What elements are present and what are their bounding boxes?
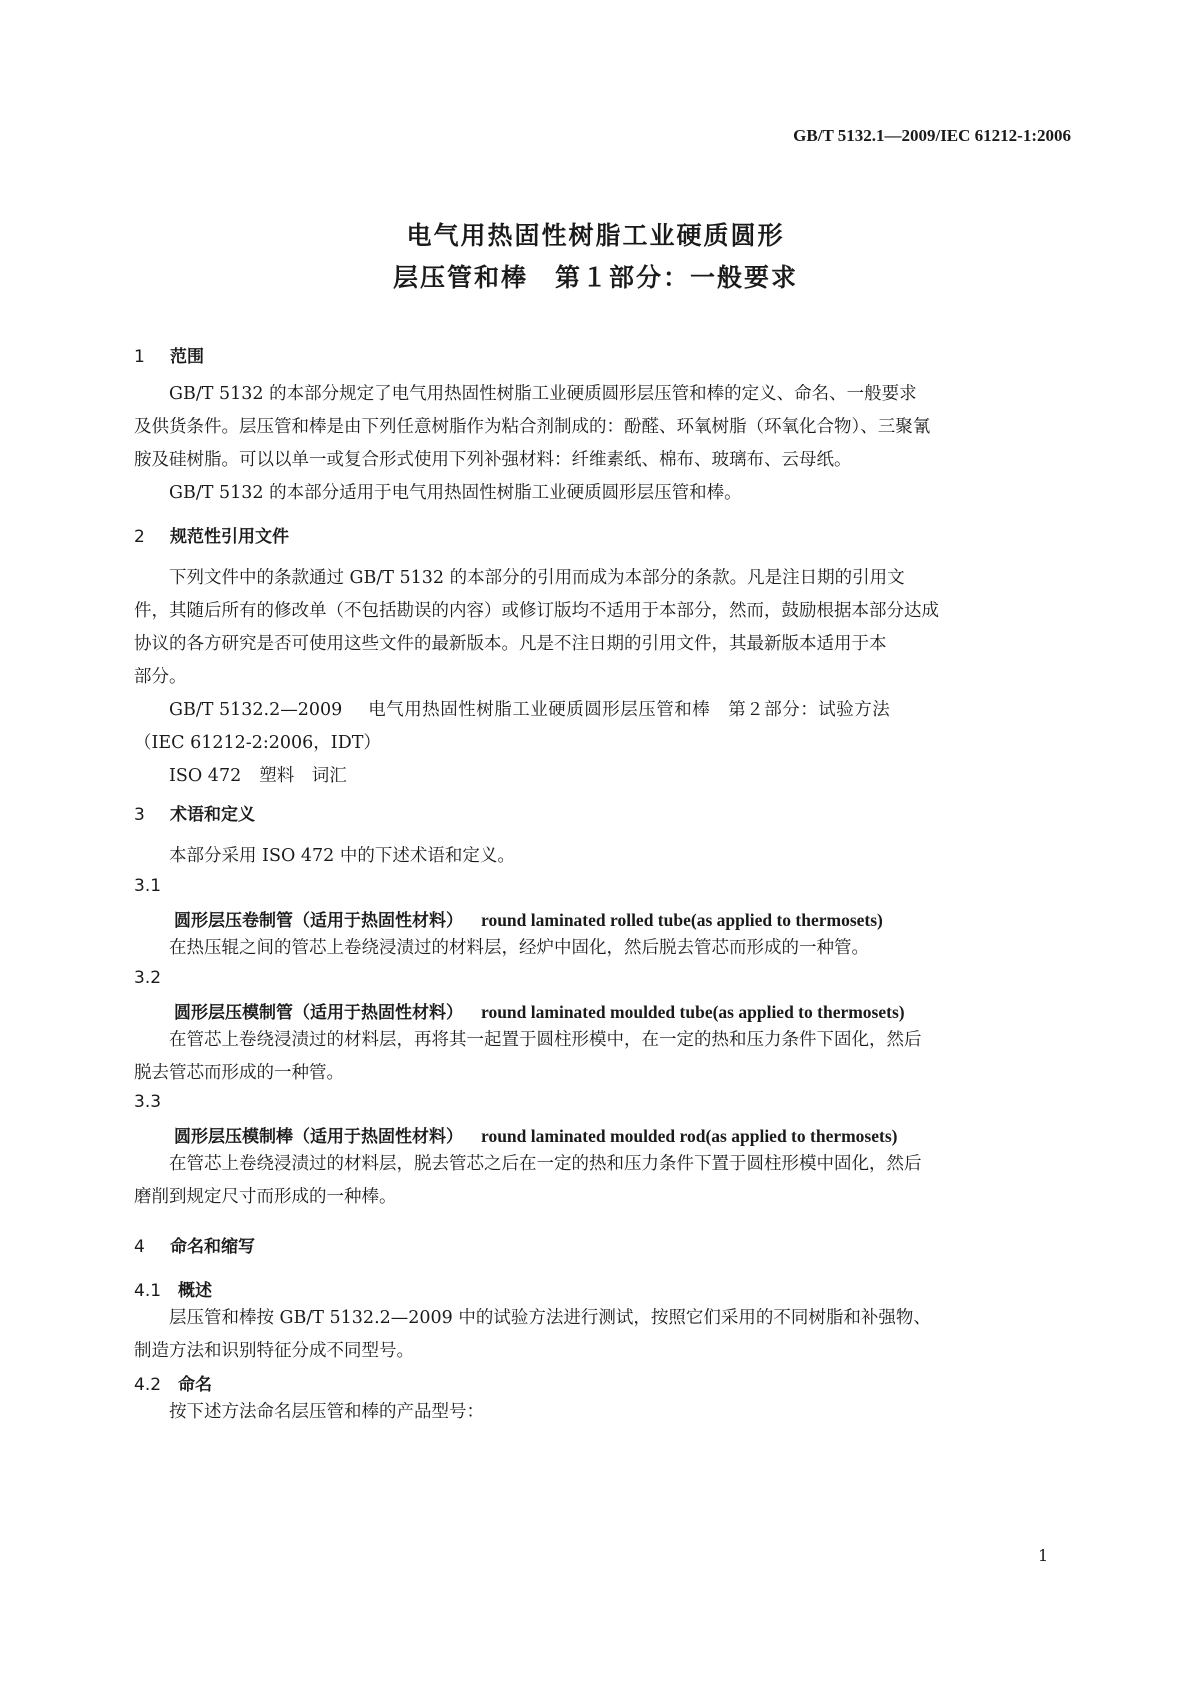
- term-definition: [134, 1024, 1059, 1090]
- section-1-heading: [134, 342, 204, 367]
- term-english: round laminated rolled tube(as applied to thermosets): [481, 910, 883, 930]
- text-line: GB/T 5132 的本部分规定了电气用热固性树脂工业硬质圆形层压管和棒的定义、命名、一般要求: [169, 384, 917, 404]
- section-title: 命名和缩写: [170, 1237, 255, 1257]
- term-definition: [134, 1148, 1059, 1214]
- term-number: 3.1: [134, 876, 162, 896]
- reference-title: 塑料 词汇: [259, 766, 347, 786]
- scope-paragraph-2: GB/T 5132 的本部分适用于电气用热固性树脂工业硬质圆形层压管和棒。: [169, 483, 742, 503]
- normative-paragraph: [134, 562, 1059, 793]
- overview-paragraph: [134, 1302, 1059, 1368]
- text-line: 层压管和棒按 GB/T 5132.2—2009 中的试验方法进行测试，按照它们采用的不同树脂和补强物、: [169, 1308, 931, 1328]
- section-number: 4.1: [134, 1281, 162, 1301]
- section-title: 术语和定义: [170, 805, 255, 825]
- section-title: 命名: [178, 1375, 212, 1395]
- scope-paragraph-1: [134, 378, 1059, 510]
- reference-code: GB/T 5132.2—2009: [169, 700, 343, 720]
- terms-intro: 本部分采用 ISO 472 中的下述术语和定义。: [169, 846, 515, 866]
- page-number: 1: [1038, 1546, 1049, 1565]
- text-line: 制造方法和识别特征分成不同型号。: [134, 1341, 414, 1361]
- reference-title: 电气用热固性树脂工业硬质圆形层压管和棒 第２部分：试验方法: [368, 700, 891, 720]
- text-line: 件，其随后所有的修改单（不包括勘误的内容）或修订版均不适用于本部分，然而，鼓励根据本部分达成: [134, 601, 939, 621]
- text-line: 及供货条件。层压管和棒是由下列任意树脂作为粘合剂制成的：酚醛、环氧树脂（环氧化合物）、三聚氰: [134, 417, 931, 437]
- term-chinese: 圆形层压模制管（适用于热固性材料）: [174, 1003, 463, 1023]
- reference-item-1-continued: （IEC 61212-2:2006，IDT）: [134, 733, 381, 753]
- section-title: 规范性引用文件: [170, 527, 289, 547]
- section-2-heading: [134, 522, 289, 547]
- section-4-heading: [134, 1232, 255, 1257]
- reference-code: ISO 472: [169, 766, 242, 786]
- section-3-heading: [134, 800, 255, 825]
- term-english: round laminated moulded rod(as applied to thermosets): [481, 1126, 898, 1146]
- term-number: 3.3: [134, 1092, 162, 1112]
- standard-code-header: GB/T 5132.1—2009/IEC 61212-1:2006: [793, 126, 1071, 145]
- term-definition: 在热压辊之间的管芯上卷绕浸渍过的材料层，经炉中固化，然后脱去管芯而形成的一种管。: [169, 938, 869, 958]
- text-line: 脱去管芯而形成的一种管。: [134, 1063, 344, 1083]
- document-title-line1: 电气用热固性树脂工业硬质圆形: [406, 221, 785, 250]
- section-number: 4.2: [134, 1375, 162, 1395]
- section-4-2-heading: [134, 1370, 212, 1395]
- section-title: 范围: [170, 347, 204, 367]
- text-line: 部分。: [134, 667, 187, 687]
- section-number: 2: [134, 527, 145, 547]
- term-3-3: [174, 1122, 897, 1147]
- naming-paragraph: 按下述方法命名层压管和棒的产品型号：: [169, 1402, 484, 1422]
- term-3-2: [174, 998, 905, 1023]
- text-line: 在管芯上卷绕浸渍过的材料层，脱去管芯之后在一定的热和压力条件下置于圆柱形模中固化，然后: [169, 1154, 922, 1174]
- term-chinese: 圆形层压卷制管（适用于热固性材料）: [174, 911, 463, 931]
- text-line: 协议的各方研究是否可使用这些文件的最新版本。凡是不注日期的引用文件，其最新版本适用于本: [134, 634, 887, 654]
- term-3-1: [174, 906, 883, 931]
- text-line: 在管芯上卷绕浸渍过的材料层，再将其一起置于圆柱形模中，在一定的热和压力条件下固化，然后: [169, 1030, 922, 1050]
- reference-item-2: [134, 760, 1059, 793]
- text-line: 下列文件中的条款通过 GB/T 5132 的本部分的引用而成为本部分的条款。凡是注日期的引用文: [169, 568, 905, 588]
- section-number: 3: [134, 805, 145, 825]
- document-title-line2: 层压管和棒 第１部分：一般要求: [392, 263, 798, 292]
- section-number: 1: [134, 347, 145, 367]
- term-chinese: 圆形层压模制棒（适用于热固性材料）: [174, 1127, 463, 1147]
- section-4-1-heading: [134, 1276, 212, 1301]
- text-line: 胺及硅树脂。可以以单一或复合形式使用下列补强材料：纤维素纸、棉布、玻璃布、云母纸。: [134, 450, 852, 470]
- term-english: round laminated moulded tube(as applied to thermosets): [481, 1002, 905, 1022]
- reference-item-1: [134, 694, 1059, 727]
- section-title: 概述: [178, 1281, 212, 1301]
- term-number: 3.2: [134, 968, 162, 988]
- text-line: 磨削到规定尺寸而形成的一种棒。: [134, 1187, 397, 1207]
- section-number: 4: [134, 1237, 145, 1257]
